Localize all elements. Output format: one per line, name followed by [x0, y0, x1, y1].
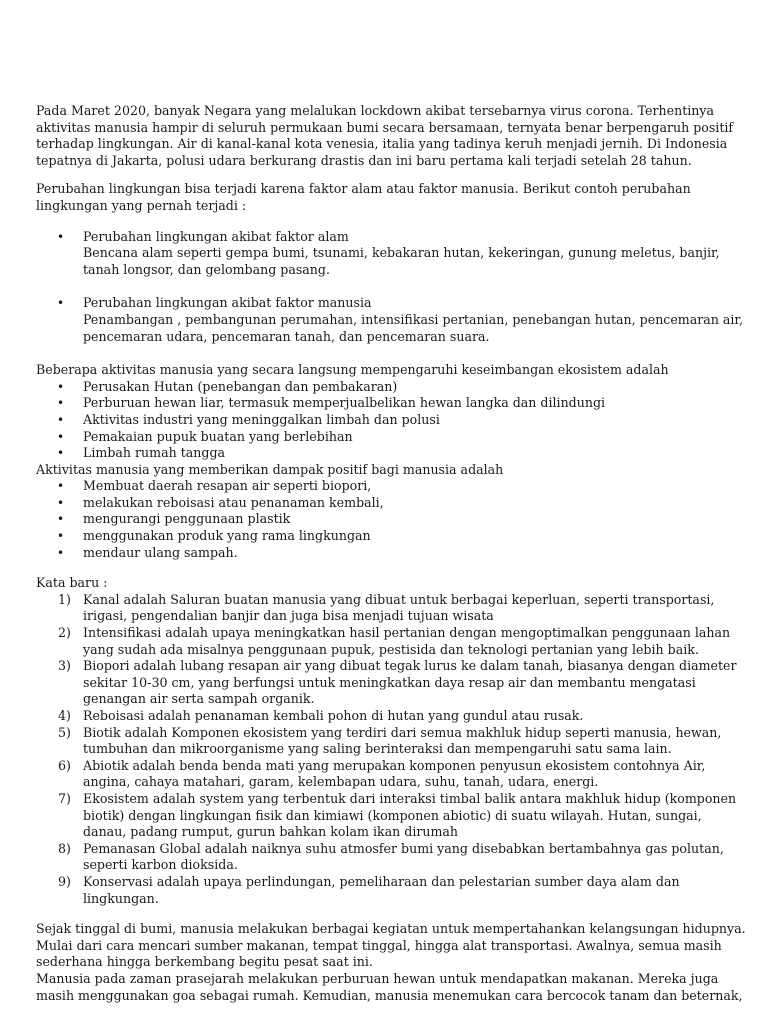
numbered-item [36, 874, 748, 907]
numbered-item [36, 708, 748, 725]
negatif-list [36, 379, 748, 462]
numbered-item [36, 658, 748, 708]
numbered-item [36, 758, 748, 791]
negatif-heading: Beberapa aktivitas manusia yang secara langsung mempengaruhi keseimbangan ekosistem adalah [36, 362, 669, 378]
list-item: • melakukan reboisasi atau penanaman kembali, [36, 495, 748, 512]
numbered-item [36, 592, 748, 625]
list-item: • Aktivitas industri yang meninggalkan limbah dan polusi [36, 412, 748, 429]
item-text: Abiotik adalah benda benda mati yang merupakan komponen penyusun ekosistem contohnya Air, angina, cahaya matahari, garam, kelembapan udara, suhu, tanah, udara, energi. [83, 757, 706, 790]
numbered-item [36, 841, 748, 874]
list-item: • Limbah rumah tangga [36, 445, 748, 462]
list-item: • Pemakaian pupuk buatan yang berlebihan [36, 429, 748, 446]
list-item [36, 229, 748, 279]
item-text: Ekosistem adalah system yang terbentuk dari interaksi timbal balik antara makhluk hidup (komponen biotik) dengan lingkungan fisik dan kimiawi (komponen abiotic) di suatu wilayah. Hutan, sungai, danau, padang rumput, gurun bahkan kolam ikan dirumah [83, 790, 737, 840]
item-number: 2) [58, 625, 71, 641]
list-item-desc: Penambangan , pembangunan perumahan, intensifikasi pertanian, penebangan hutan, pencemaran air, pencemaran udara, pencemaran tanah, dan pencemaran suara. [83, 311, 744, 344]
list-item: • Perburuan hewan liar, termasuk memperjualbelikan hewan langka dan dilindungi [36, 395, 748, 412]
positif-heading: Aktivitas manusia yang memberikan dampak positif bagi manusia adalah [36, 461, 504, 477]
list-item: • mengurangi penggunaan plastik [36, 511, 748, 528]
numbered-item [36, 791, 748, 841]
item-number: 5) [58, 724, 71, 740]
list-item: • mendaur ulang sampah. [36, 545, 748, 562]
list-item: • Perusakan Hutan (penebangan dan pembakaran) [36, 379, 748, 396]
list-item-desc: Bencana alam seperti gempa bumi, tsunami, kebakaran hutan, kekeringan, gunung meletus, banjir, tanah longsor, dan gelombang pasang. [83, 245, 720, 277]
perubahan-list-2 [36, 295, 748, 345]
list-item: • Membuat daerah resapan air seperti biopori, [36, 478, 748, 495]
list-item [36, 295, 748, 345]
item-text: Pemanasan Global adalah naiknya suhu atmosfer bumi yang disebabkan bertambahnya gas polutan, seperti karbon dioksida. [83, 840, 724, 873]
item-text: Biopori adalah lubang resapan air yang dibuat tegak lurus ke dalam tanah, biasanya dengan diameter sekitar 10-30 cm, yang berfungsi untuk meningkatkan daya resap air dan membantu mengatasi genangan air serta sampah organik. [83, 658, 737, 707]
item-number: 1) [58, 591, 71, 607]
item-number: 8) [58, 840, 71, 856]
item-text: Biotik adalah Komponen ekosistem yang terdiri dari semua makhluk hidup seperti manusia, hewan, tumbuhan dan mikroorganisme yang saling berinteraksi dan mempengaruhi satu sama lain. [83, 724, 722, 757]
item-number: 6) [58, 757, 71, 773]
item-number: 7) [58, 790, 71, 806]
list-item-title: • Perubahan lingkungan akibat faktor manusia [83, 295, 372, 311]
item-text: Intensifikasi adalah upaya meningkatkan hasil pertanian dengan mengoptimalkan penggunaan lahan yang sudah ada misalnya penggunaan pupuk, pestisida dan teknologi pertanian yang lebih baik. [83, 625, 731, 657]
kata-baru-heading: Kata baru : [36, 575, 108, 591]
item-text: Reboisasi adalah penanaman kembali pohon di hutan yang gundul atau rusak. [83, 708, 584, 723]
item-number: 4) [58, 708, 71, 723]
item-text: Konservasi adalah upaya perlindungan, pemeliharaan dan pelestarian sumber daya alam dan lingkungan. [83, 873, 680, 906]
list-item-title: • Perubahan lingkungan akibat faktor alam [83, 228, 349, 244]
closing-paragraph-1: Sejak tinggal di bumi, manusia melakukan berbagai kegiatan untuk mempertahankan kelangsungan hidupnya. Mulai dari cara mencari sumber makanan, tempat tinggal, hingga alat transportasi. Awalnya, semua masih sederhana hingga berkembang begitu pesat saat ini. [36, 921, 746, 970]
perubahan-list [36, 229, 748, 279]
positif-list [36, 478, 748, 561]
numbered-item [36, 725, 748, 758]
intro-paragraph: Pada Maret 2020, banyak Negara yang melalukan lockdown akibat tersebarnya virus corona. Terhentinya aktivitas manusia hampir di seluruh permukaan bumi secara bersamaan, ternyata benar berpengaruh positif terhadap lingkungan. Air di kanal-kanal kota venesia, italia yang tadinya keruh menjadi jernih. Di Indonesia tepatnya di Jakarta, polusi udara berkurang drastis dan ini baru pertama kali terjadi setelah 28 tahun. [36, 103, 734, 168]
list-item: • menggunakan produk yang rama lingkungan [36, 528, 748, 545]
perubahan-intro-paragraph: Perubahan lingkungan bisa terjadi karena faktor alam atau faktor manusia. Berikut contoh perubahan lingkungan yang pernah terjadi : [36, 181, 691, 213]
item-number: 9) [58, 873, 71, 889]
document-body [36, 103, 748, 1004]
numbered-item [36, 625, 748, 658]
closing-paragraph-2: Manusia pada zaman prasejarah melakukan perburuan hewan untuk mendapatkan makanan. Mereka juga masih menggunakan goa sebagai rumah. Kemudian, manusia menemukan cara bercocok tanam dan beternak, [36, 970, 743, 1003]
kata-baru-list [36, 592, 748, 907]
item-number: 3) [58, 658, 71, 674]
item-text: Kanal adalah Saluran buatan manusia yang dibuat untuk berbagai keperluan, seperti transportasi, irigasi, pengendalian banjir dan juga bisa menjadi tujuan wisata [83, 591, 715, 624]
